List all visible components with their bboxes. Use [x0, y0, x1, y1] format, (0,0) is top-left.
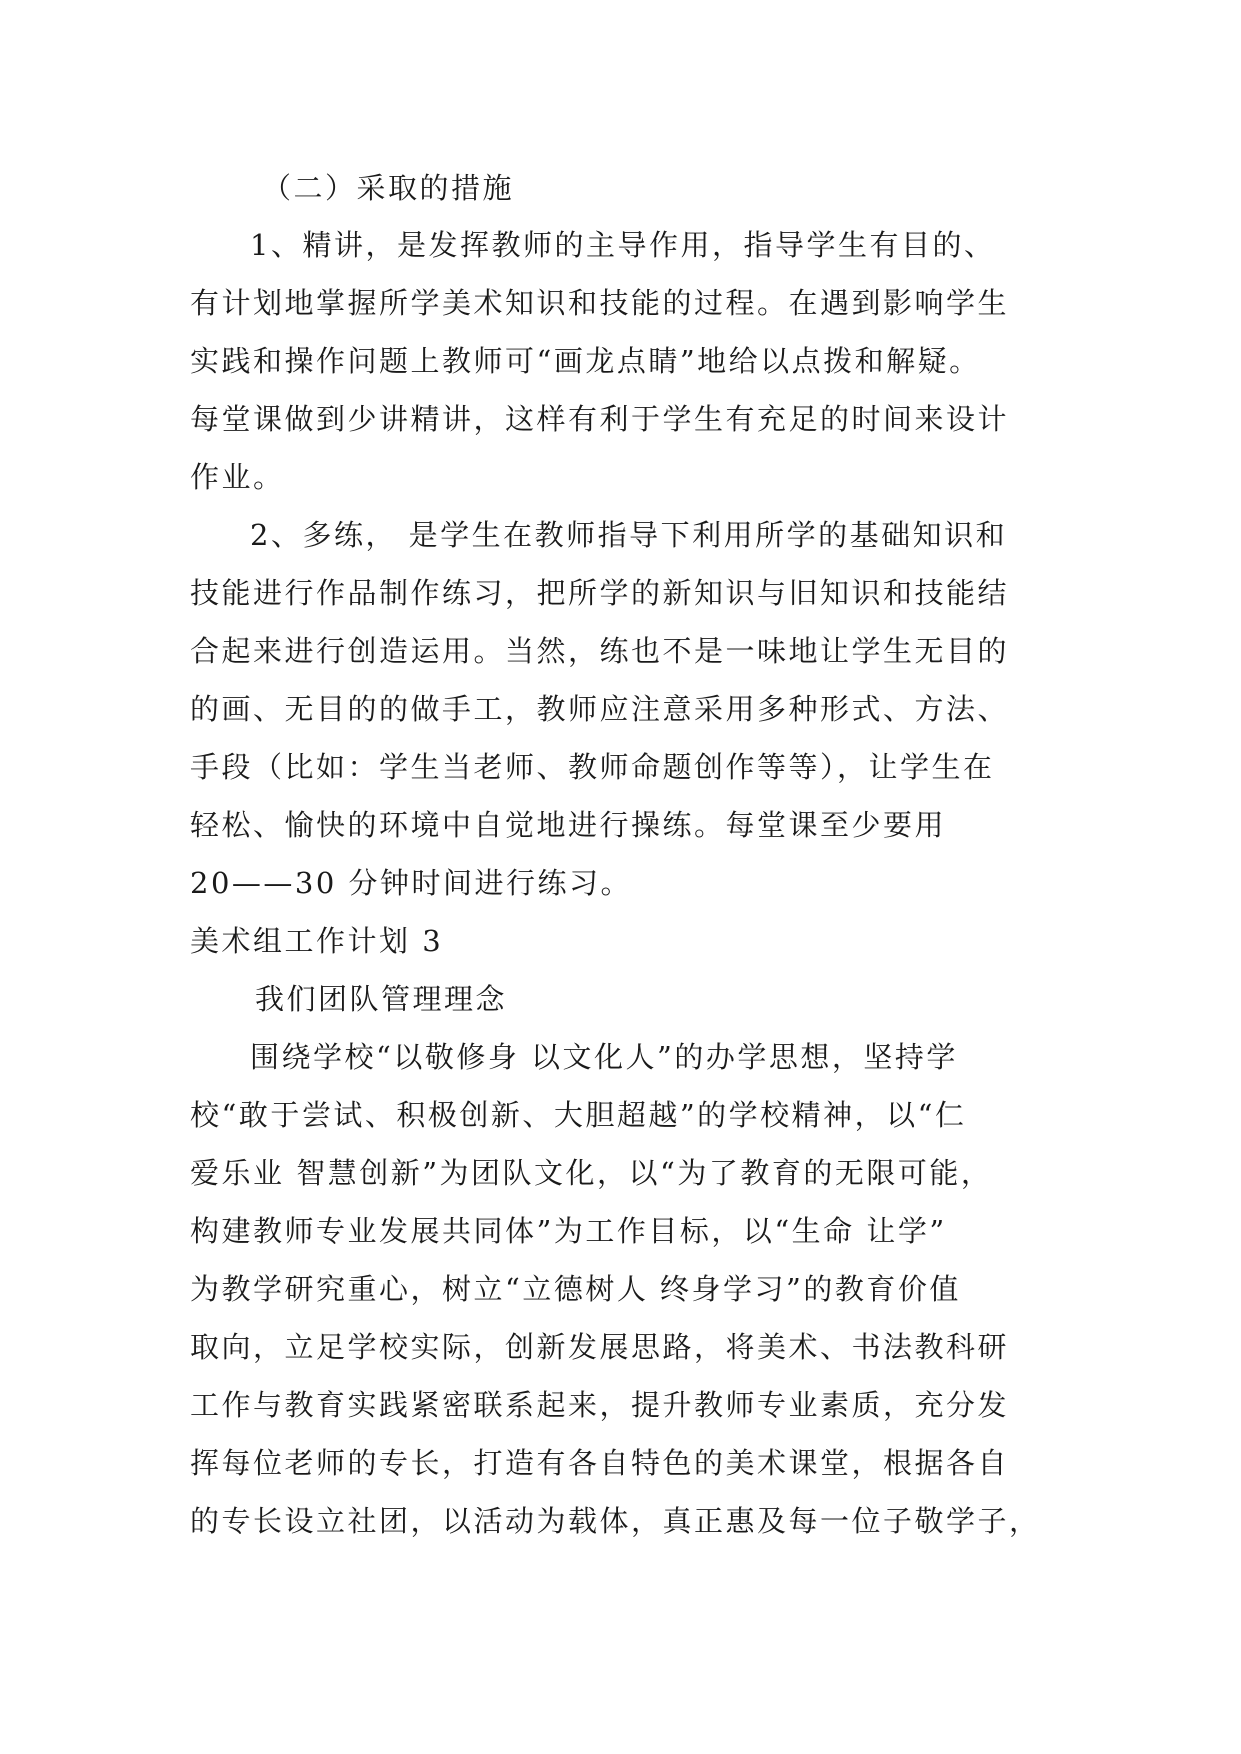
paragraph-line: 20——30 分钟时间进行练习。 [190, 866, 633, 900]
paragraph-line: 为教学研究重心，树立“立德树人 终身学习”的教育价值 [190, 1272, 961, 1306]
document-title: 美术组工作计划 3 [190, 924, 444, 958]
paragraph-line: 作业。 [190, 460, 285, 494]
paragraph-line: 爱乐业 智慧创新”为团队文化，以“为了教育的无限可能， [190, 1156, 993, 1190]
paragraph-line: 校“敢于尝试、积极创新、大胆超越”的学校精神，以“仁 [190, 1098, 967, 1132]
paragraph-line: 2、多练， 是学生在教师指导下利用所学的基础知识和 [250, 518, 1008, 552]
paragraph-line: 1、精讲，是发挥教师的主导作用，指导学生有目的、 [250, 228, 996, 262]
paragraph-line: 有计划地掌握所学美术知识和技能的过程。在遇到影响学生 [190, 286, 1010, 320]
paragraph-line: 技能进行作品制作练习，把所学的新知识与旧知识和技能结 [190, 576, 1010, 610]
section-heading: 我们团队管理理念 [255, 982, 508, 1016]
paragraph-line: 挥每位老师的专长，打造有各自特色的美术课堂，根据各自 [190, 1446, 1010, 1480]
paragraph-line: 工作与教育实践紧密联系起来，提升教师专业素质，充分发 [190, 1388, 1010, 1422]
paragraph-line: 手段（比如：学生当老师、教师命题创作等等），让学生在 [190, 750, 995, 784]
paragraph-line: 取向，立足学校实际，创新发展思路，将美术、书法教科研 [190, 1330, 1010, 1364]
paragraph-line: 的专长设立社团，以活动为载体，真正惠及每一位子敬学子， [190, 1504, 1041, 1538]
section-heading: （二）采取的措施 [262, 171, 515, 205]
paragraph-line: 实践和操作问题上教师可“画龙点睛”地给以点拨和解疑。 [190, 344, 981, 378]
paragraph-line: 围绕学校“以敬修身 以文化人”的办学思想，坚持学 [250, 1040, 958, 1074]
paragraph-line: 合起来进行创造运用。当然，练也不是一味地让学生无目的 [190, 634, 1010, 668]
paragraph-line: 轻松、愉快的环境中自觉地进行操练。每堂课至少要用 [190, 808, 947, 842]
paragraph-line: 构建教师专业发展共同体”为工作目标，以“生命 让学” [190, 1214, 947, 1248]
paragraph-line: 的画、无目的的做手工，教师应注意采用多种形式、方法、 [190, 692, 1010, 726]
paragraph-line: 每堂课做到少讲精讲，这样有利于学生有充足的时间来设计 [190, 402, 1010, 436]
